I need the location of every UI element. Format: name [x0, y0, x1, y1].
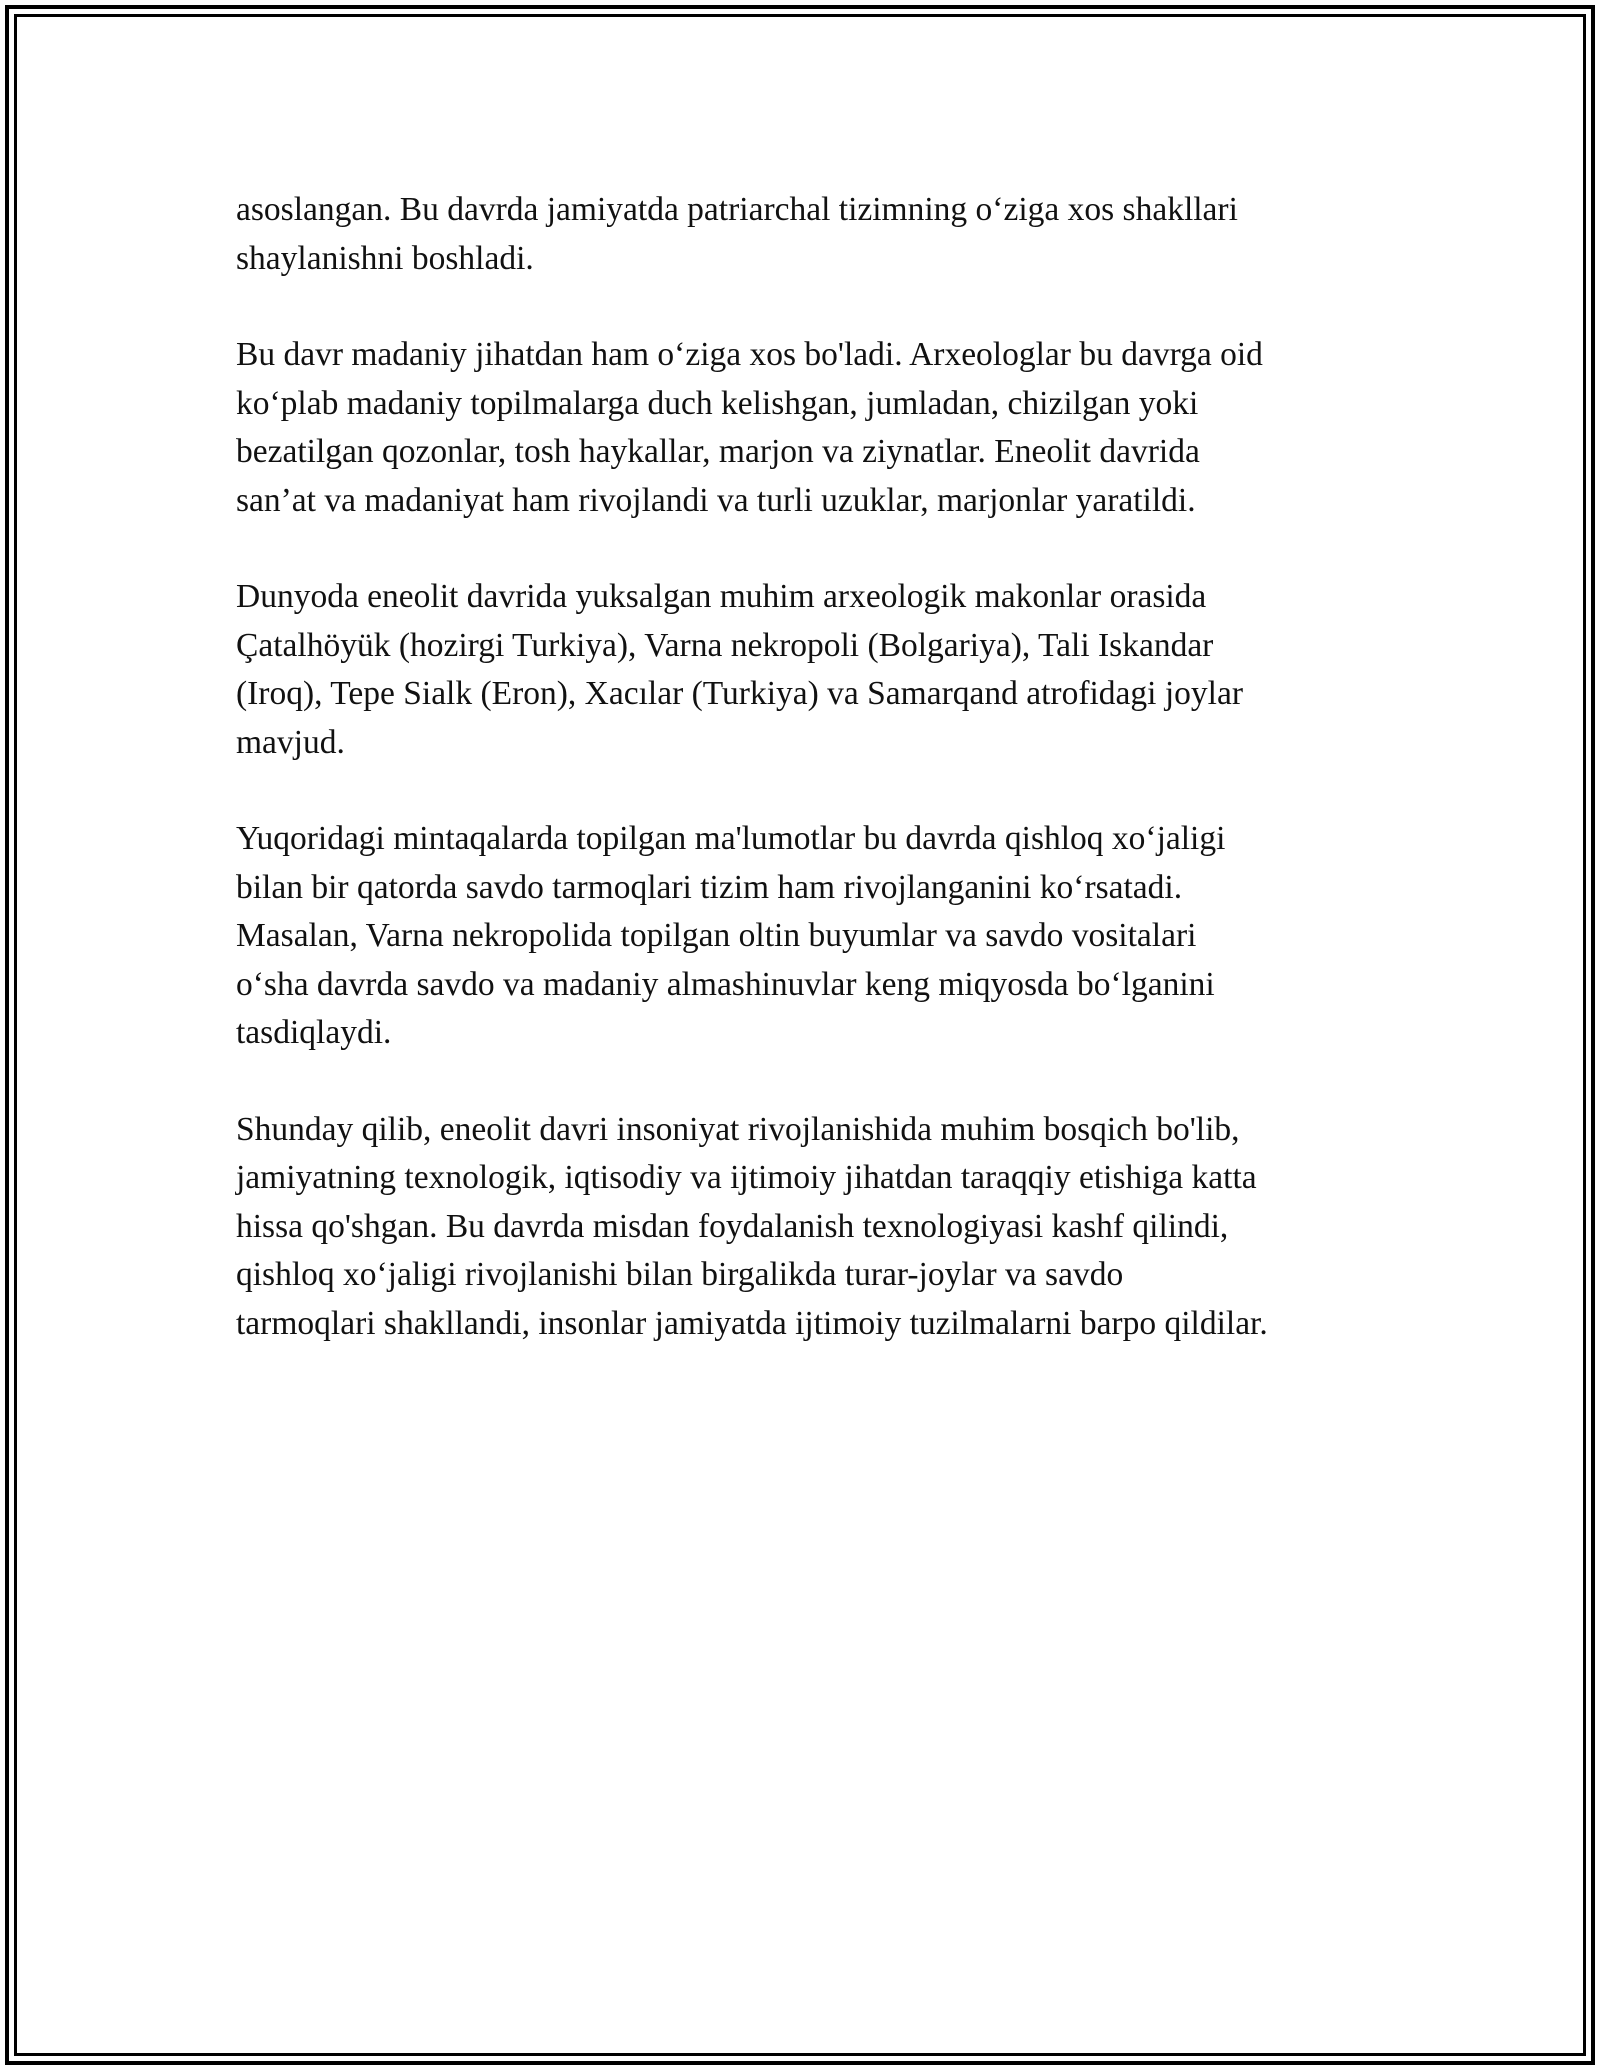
paragraph-3 — [236, 573, 1386, 767]
text-line: Bu davr madaniy jihatdan ham o‘ziga xos bo'ladi. Arxeologlar bu davrga oid — [236, 336, 1263, 373]
paragraph-2 — [236, 331, 1386, 525]
text-line: ko‘plab madaniy topilmalarga duch kelishgan, jumladan, chizilgan yoki — [236, 384, 1199, 422]
text-line: Masalan, Varna nekropolida topilgan oltin buyumlar va savdo vositalari — [236, 917, 1197, 954]
text-line: Dunyoda eneolit davrida yuksalgan muhim arxeologik makonlar orasida — [236, 578, 1207, 615]
text-line: hissa qo'shgan. Bu davrda misdan foydalanish texnologiyasi kashf qilindi, — [236, 1207, 1229, 1245]
text-line: san’at va madaniyat ham rivojlandi va turli uzuklar, marjonlar yaratildi. — [236, 481, 1196, 519]
paragraph-1 — [236, 186, 1386, 283]
text-line: bilan bir qatorda savdo tarmoqlari tizim ham rivojlanganini ko‘rsatadi. — [236, 868, 1183, 906]
text-line: asoslangan. Bu davrda jamiyatda patriarchal tizimning o‘ziga xos shakllari — [236, 191, 1238, 228]
document-body — [236, 186, 1386, 1396]
text-line: mavjud. — [236, 723, 345, 761]
text-line: shaylanishni boshladi. — [236, 239, 534, 277]
text-line: o‘sha davrda savdo va madaniy almashinuvlar keng miqyosda bo‘lganini — [236, 965, 1215, 1003]
paragraph-4 — [236, 815, 1386, 1058]
text-line: (Iroq), Tepe Sialk (Eron), Xacılar (Turkiya) va Samarqand atrofidagi joylar — [236, 675, 1243, 712]
text-line: jamiyatning texnologik, iqtisodiy va ijtimoiy jihatdan taraqqiy etishiga katta — [236, 1159, 1257, 1196]
paragraph-5 — [236, 1106, 1386, 1349]
text-line: Çatalhöyük (hozirgi Turkiya), Varna nekropoli (Bolgariya), Tali Iskandar — [236, 626, 1214, 664]
text-line: tarmoqlari shakllandi, insonlar jamiyatda ijtimoiy tuzilmalarni barpo qildilar. — [236, 1304, 1268, 1342]
text-line: bezatilgan qozonlar, tosh haykallar, marjon va ziynatlar. Eneolit davrida — [236, 433, 1200, 470]
text-line: Shunday qilib, eneolit davri insoniyat rivojlanishida muhim bosqich bo'lib, — [236, 1110, 1240, 1148]
text-line: qishloq xo‘jaligi rivojlanishi bilan birgalikda turar-joylar va savdo — [236, 1256, 1124, 1293]
text-line: tasdiqlaydi. — [236, 1014, 392, 1051]
text-line: Yuqoridagi mintaqalarda topilgan ma'lumotlar bu davrda qishloq xo‘jaligi — [236, 820, 1226, 857]
